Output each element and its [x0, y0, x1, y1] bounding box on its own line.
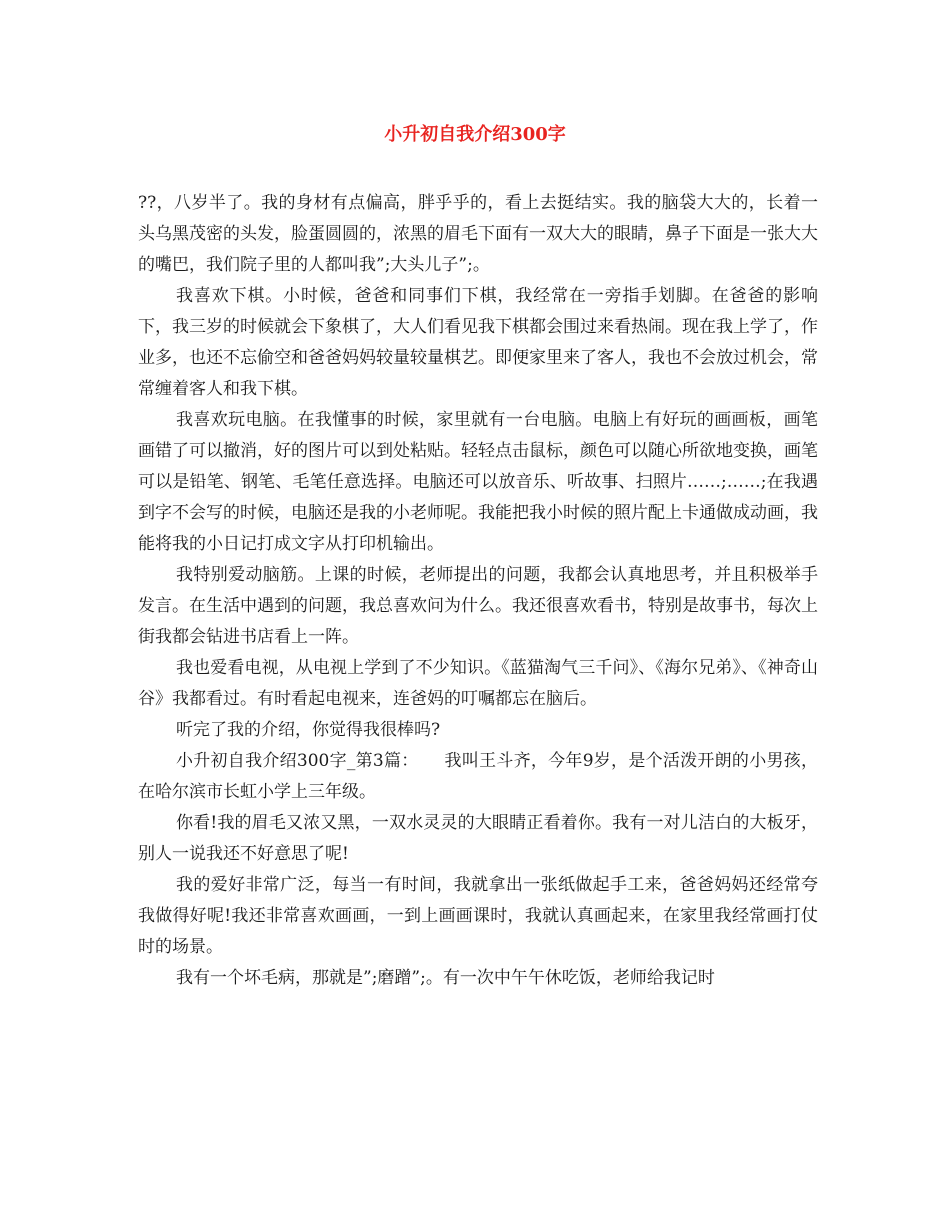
paragraph-intro: ??，八岁半了。我的身材有点偏高，胖乎乎的，看上去挺结实。我的脑袋大大的，长着一头乌黑茂密的头发，脸蛋圆圆的，浓黑的眉毛下面有一双大大的眼睛，鼻子下面是一张大大的嘴巴，我们院子里的人都叫我”;大头儿子”;。	[138, 193, 818, 275]
paragraph-bad-habit: 我有一个坏毛病，那就是”;磨蹭”;。有一次中午午休吃饭，老师给我记时	[176, 968, 715, 988]
paragraph-tv: 我也爱看电视，从电视上学到了不少知识。《蓝猫淘气三千问》、《海尔兄弟》、《神奇山谷》我都看过。有时看起电视来，连爸妈的叮嘱都忘在脑后。	[138, 658, 818, 709]
paragraph-hobbies: 我的爱好非常广泛，每当一有时间，我就拿出一张纸做起手工来，爸爸妈妈还经常夸我做得好呢!我还非常喜欢画画，一到上画画课时，我就认真画起来，在家里我经常画打仗时的场景。	[138, 875, 818, 957]
paragraph-thinking: 我特别爱动脑筋。上课的时候，老师提出的问题，我都会认真地思考，并且积极举手发言。在生活中遇到的问题，我总喜欢问为什么。我还很喜欢看书，特别是故事书，每次上街我都会钻进书店看上一阵。	[138, 565, 818, 647]
paragraph-eyes: 你看!我的眉毛又浓又黑，一双水灵灵的大眼睛正看着你。我有一对儿洁白的大板牙，别人一说我还不好意思了呢!	[138, 813, 818, 864]
paragraph-chess: 我喜欢下棋。小时候，爸爸和同事们下棋，我经常在一旁指手划脚。在爸爸的影响下，我三岁的时候就会下象棋了，大人们看见我下棋都会围过来看热闹。现在我上学了，作业多，也还不忘偷空和爸爸妈妈较量较量棋艺。即便家里来了客人，我也不会放过机会，常常缠着客人和我下棋。	[138, 286, 818, 399]
paragraph-essay3-intro: 小升初自我介绍300字_第3篇： 我叫王斗齐，今年9岁，是个活泼开朗的小男孩，在哈尔滨市长虹小学上三年级。	[138, 751, 818, 802]
document-body	[138, 188, 818, 994]
paragraph-question: 听完了我的介绍，你觉得我很棒吗?	[176, 720, 441, 740]
paragraph-computer: 我喜欢玩电脑。在我懂事的时候，家里就有一台电脑。电脑上有好玩的画画板，画笔画错了可以撤消，好的图片可以到处粘贴。轻轻点击鼠标，颜色可以随心所欲地变换，画笔可以是铅笔、钢笔、毛笔任意选择。电脑还可以放音乐、听故事、扫照片……;……;在我遇到字不会写的时候，电脑还是我的小老师呢。我能把我小时候的照片配上卡通做成动画，我能将我的小日记打成文字从打印机输出。	[138, 410, 818, 554]
document-title: 小升初自我介绍300字	[384, 124, 566, 145]
